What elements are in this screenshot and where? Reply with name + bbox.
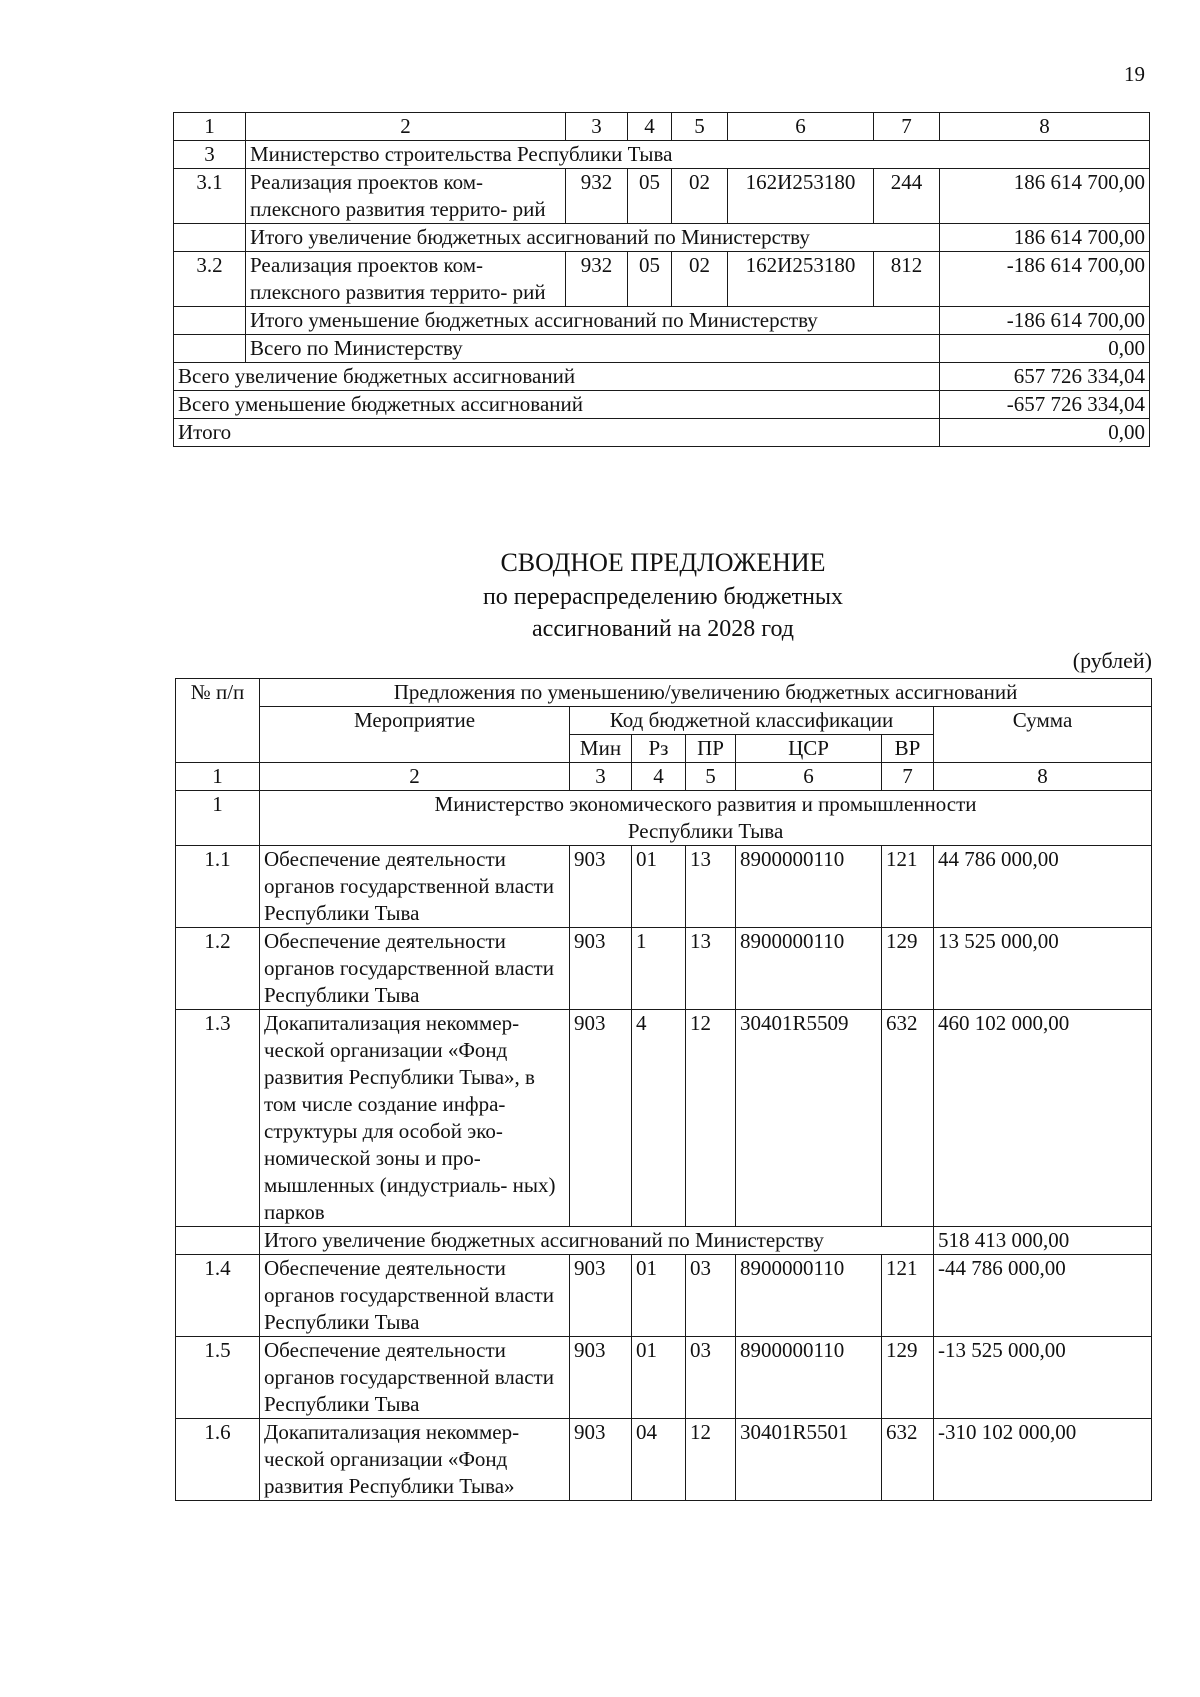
head-pr: ПР <box>686 735 736 763</box>
code-min: 903 <box>570 1255 632 1337</box>
decrease-sum: -186 614 700,00 <box>940 307 1150 335</box>
code-csr: 162И253180 <box>728 252 874 307</box>
code-min: 932 <box>566 252 628 307</box>
subtotal-row <box>174 307 1150 335</box>
page-number: 19 <box>1124 62 1145 86</box>
code-rz: 01 <box>632 846 686 928</box>
code-pr: 03 <box>686 1337 736 1419</box>
head-code: Код бюджетной классификации <box>570 707 934 735</box>
event-name: Обеспечение деятельности органов государственной власти Республики Тыва <box>260 928 570 1010</box>
units-label: (рублей) <box>1072 648 1152 673</box>
column-number-row <box>174 113 1150 141</box>
amount: -186 614 700,00 <box>940 252 1150 307</box>
code-csr: 8900000110 <box>736 1255 882 1337</box>
code-pr: 13 <box>686 846 736 928</box>
all-decrease-label: Всего уменьшение бюджетных ассигнований <box>174 391 940 419</box>
head-min: Мин <box>570 735 632 763</box>
all-increase-label: Всего увеличение бюджетных ассигнований <box>174 363 940 391</box>
code-vr: 812 <box>874 252 940 307</box>
code-min: 903 <box>570 928 632 1010</box>
code-vr: 121 <box>882 846 934 928</box>
head-vr: ВР <box>882 735 934 763</box>
amount: -44 786 000,00 <box>934 1255 1152 1337</box>
col-num: 5 <box>672 113 728 141</box>
column-number-row <box>176 763 1152 791</box>
head-number: № п/п <box>176 679 260 763</box>
code-vr: 632 <box>882 1419 934 1501</box>
code-min: 932 <box>566 169 628 224</box>
code-csr: 30401R5509 <box>736 1010 882 1227</box>
col-num: 3 <box>570 763 632 791</box>
col-num: 2 <box>260 763 570 791</box>
event-name: Докапитализация некоммер- ческой организации «Фонд развития Республики Тыва» <box>260 1419 570 1501</box>
table-row <box>176 928 1152 1010</box>
row-number: 1.6 <box>176 1419 260 1501</box>
col-num: 6 <box>736 763 882 791</box>
row-number: 1.5 <box>176 1337 260 1419</box>
code-csr: 8900000110 <box>736 1337 882 1419</box>
grand-increase-row <box>174 363 1150 391</box>
code-rz: 01 <box>632 1255 686 1337</box>
increase-label: Итого увеличение бюджетных ассигнований по Министерству <box>246 224 940 252</box>
code-vr: 121 <box>882 1255 934 1337</box>
event-name: Реализация проектов ком- плексного развития террито- рий <box>246 169 566 224</box>
table-row <box>176 1255 1152 1337</box>
section-row <box>174 141 1150 169</box>
code-rz: 04 <box>632 1419 686 1501</box>
total-sum: 0,00 <box>940 419 1150 447</box>
table-row <box>176 1010 1152 1227</box>
code-vr: 632 <box>882 1010 934 1227</box>
code-rz: 01 <box>632 1337 686 1419</box>
document-title: СВОДНОЕ ПРЕДЛОЖЕНИЕ <box>500 548 826 577</box>
amount: 186 614 700,00 <box>940 169 1150 224</box>
code-csr: 162И253180 <box>728 169 874 224</box>
budget-table-2027-continued <box>173 112 1150 447</box>
all-decrease-sum: -657 726 334,04 <box>940 391 1150 419</box>
col-num: 3 <box>566 113 628 141</box>
budget-table-2028 <box>175 678 1152 1501</box>
event-name: Обеспечение деятельности органов государственной власти Республики Тыва <box>260 1337 570 1419</box>
code-pr: 12 <box>686 1419 736 1501</box>
section-number: 1 <box>176 791 260 846</box>
increase-sum: 186 614 700,00 <box>940 224 1150 252</box>
event-name: Докапитализация некоммер- ческой организации «Фонд развития Республики Тыва», в том числе создание инфра- структуры для особой эко- номической зоны и про- мышленных (индустриаль- ных) парков <box>260 1010 570 1227</box>
ministry-total-row <box>174 335 1150 363</box>
col-num: 8 <box>934 763 1152 791</box>
header-row-2 <box>176 707 1152 735</box>
row-number: 1.1 <box>176 846 260 928</box>
row-number: 3.1 <box>174 169 246 224</box>
code-pr: 03 <box>686 1255 736 1337</box>
col-num: 5 <box>686 763 736 791</box>
grand-total-row <box>174 419 1150 447</box>
all-increase-sum: 657 726 334,04 <box>940 363 1150 391</box>
table-row <box>174 169 1150 224</box>
table-row <box>176 1337 1152 1419</box>
col-num: 7 <box>882 763 934 791</box>
row-number: 1.3 <box>176 1010 260 1227</box>
col-num: 1 <box>174 113 246 141</box>
code-min: 903 <box>570 1419 632 1501</box>
col-num: 4 <box>628 113 672 141</box>
col-num: 6 <box>728 113 874 141</box>
amount: -310 102 000,00 <box>934 1419 1152 1501</box>
code-min: 903 <box>570 1010 632 1227</box>
section-title: Министерство строительства Республики Тыва <box>246 141 1150 169</box>
head-csr: ЦСР <box>736 735 882 763</box>
col-num: 4 <box>632 763 686 791</box>
col-num: 2 <box>246 113 566 141</box>
code-pr: 12 <box>686 1010 736 1227</box>
code-rz: 05 <box>628 252 672 307</box>
decrease-label: Итого уменьшение бюджетных ассигнований по Министерству <box>246 307 940 335</box>
subtotal-row <box>174 224 1150 252</box>
increase-sum: 518 413 000,00 <box>934 1227 1152 1255</box>
ministry-total-sum: 0,00 <box>940 335 1150 363</box>
code-csr: 8900000110 <box>736 928 882 1010</box>
head-rz: Рз <box>632 735 686 763</box>
grand-decrease-row <box>174 391 1150 419</box>
code-min: 903 <box>570 846 632 928</box>
code-vr: 129 <box>882 1337 934 1419</box>
event-name: Реализация проектов ком- плексного развития террито- рий <box>246 252 566 307</box>
section-number: 3 <box>174 141 246 169</box>
event-name: Обеспечение деятельности органов государственной власти Республики Тыва <box>260 1255 570 1337</box>
amount: 460 102 000,00 <box>934 1010 1152 1227</box>
head-event: Мероприятие <box>260 707 570 763</box>
code-csr: 30401R5501 <box>736 1419 882 1501</box>
increase-label: Итого увеличение бюджетных ассигнований по Министерству <box>260 1227 934 1255</box>
code-pr: 13 <box>686 928 736 1010</box>
section-title: Министерство экономического развития и промышленности Республики Тыва <box>260 791 1152 846</box>
code-rz: 4 <box>632 1010 686 1227</box>
head-proposals: Предложения по уменьшению/увеличению бюджетных ассигнований <box>260 679 1152 707</box>
code-vr: 129 <box>882 928 934 1010</box>
amount: -13 525 000,00 <box>934 1337 1152 1419</box>
subtotal-row <box>176 1227 1152 1255</box>
col-num: 7 <box>874 113 940 141</box>
code-vr: 244 <box>874 169 940 224</box>
ministry-total-label: Всего по Министерству <box>246 335 940 363</box>
section-row <box>176 791 1152 846</box>
table-row <box>176 1419 1152 1501</box>
row-number: 1.4 <box>176 1255 260 1337</box>
table-row <box>174 252 1150 307</box>
row-number: 1.2 <box>176 928 260 1010</box>
head-sum: Сумма <box>934 707 1152 763</box>
amount: 13 525 000,00 <box>934 928 1152 1010</box>
amount: 44 786 000,00 <box>934 846 1152 928</box>
header-row-1 <box>176 679 1152 707</box>
table-row <box>176 846 1152 928</box>
col-num: 8 <box>940 113 1150 141</box>
code-pr: 02 <box>672 252 728 307</box>
code-pr: 02 <box>672 169 728 224</box>
event-name: Обеспечение деятельности органов государственной власти Республики Тыва <box>260 846 570 928</box>
code-csr: 8900000110 <box>736 846 882 928</box>
document-subtitle-line2: ассигнований на 2028 год <box>532 616 794 642</box>
document-subtitle-line1: по перераспределению бюджетных <box>482 584 844 610</box>
total-label: Итого <box>174 419 940 447</box>
code-rz: 05 <box>628 169 672 224</box>
col-num: 1 <box>176 763 260 791</box>
row-number: 3.2 <box>174 252 246 307</box>
code-rz: 1 <box>632 928 686 1010</box>
code-min: 903 <box>570 1337 632 1419</box>
